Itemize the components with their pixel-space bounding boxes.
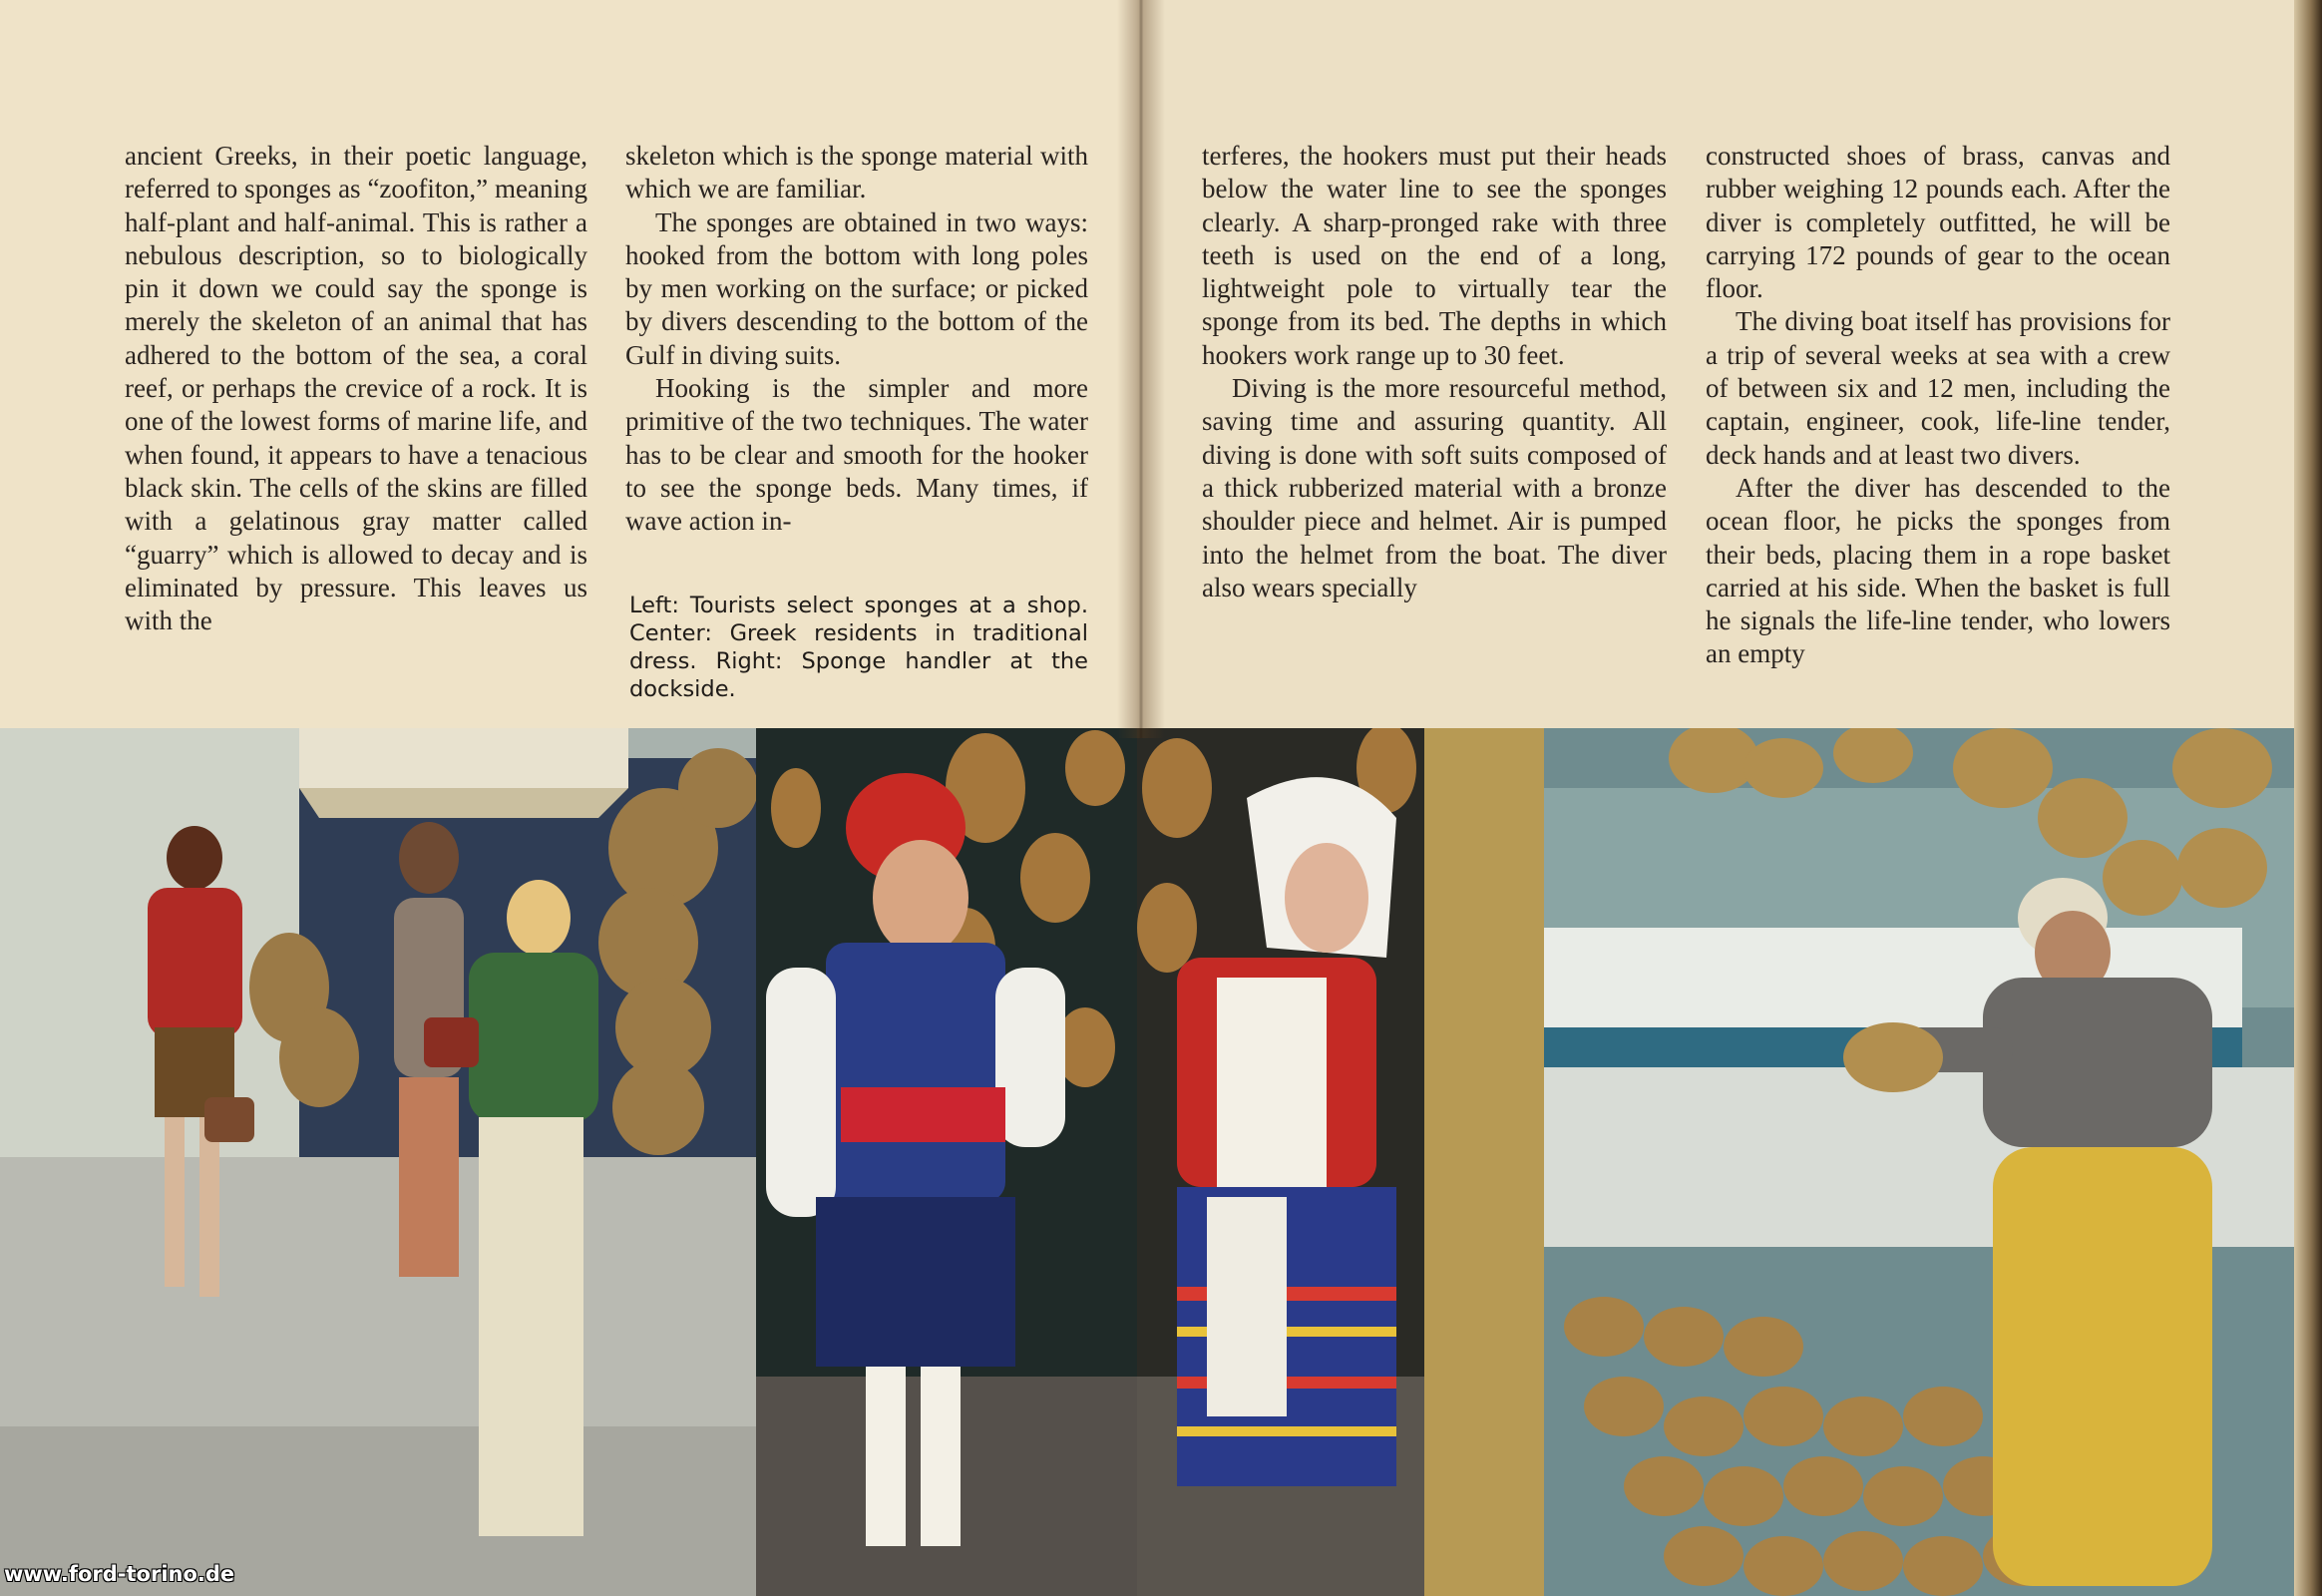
left-page-column-2 xyxy=(625,140,1088,539)
paragraph: terferes, the hookers must put their heads below the water line to see the sponges clearly. A sharp-pronged rake with three teeth is used on the end of a long, lightweight pole to virtually tear the sponge from its bed. The depths in which hookers work range up to 30 feet. xyxy=(1202,141,1667,370)
right-page-column-2 xyxy=(1706,140,2170,671)
photo-greek-man-traditional-dress xyxy=(756,728,1137,1596)
paragraph: The sponges are obtained in two ways: hooked from the bottom with long poles by men working on the surface; or picked by divers descending to the bottom of the Gulf in diving suits. xyxy=(625,206,1088,370)
paragraph: After the diver has descended to the ocean floor, he picks the sponges from their beds, placing them in a rope basket carried at his side. When the basket is full he signals the life-line tender, who lowers an empty xyxy=(1706,472,2170,669)
book-edge xyxy=(2294,0,2322,1596)
paragraph: Hooking is the simpler and more primitive of the two techniques. The water has to be clear and smooth for the hooker to see the sponge beds. Many times, if wave action in- xyxy=(625,373,1088,537)
paragraph: ancient Greeks, in their poetic language, referred to sponges as “zoofiton,” meaning half-plant and half-animal. This is rather a nebulous description, so to biologically pin it down we could say the sponge is merely the skeleton of an animal that has adhered to the bottom of the sea, a coral reef, or perhaps the crevice of a rock. It is one of the lowest forms of marine life, and when found, it appears to have a tenacious black skin. The cells of the skins are filled with a gelatinous gray matter called “guarry” which is allowed to decay and is eliminated by pressure. This leaves us with the xyxy=(125,141,587,636)
spread-gutter xyxy=(1117,0,1165,738)
photo-greek-woman-traditional-dress xyxy=(1137,728,1424,1596)
paragraph: Diving is the more resourceful method, saving time and assuring quantity. All diving is done with soft suits composed of a thick rubberized material with a bronze shoulder piece and helmet. Air is pumped into the helmet from the boat. The diver also wears specially xyxy=(1202,373,1667,602)
paragraph: skeleton which is the sponge material with which we are familiar. xyxy=(625,141,1088,204)
photo-tourists-sponge-shop xyxy=(0,728,756,1596)
paragraph: constructed shoes of brass, canvas and rubber weighing 12 pounds each. After the diver is completely outfitted, he will be carrying 172 pounds of gear to the ocean floor. xyxy=(1706,141,2170,304)
right-page xyxy=(1137,0,2322,1596)
left-page-column-1 xyxy=(125,140,587,637)
left-page xyxy=(0,0,1137,1596)
photo-sponge-handler-dockside xyxy=(1424,728,2294,1596)
paragraph: The diving boat itself has provisions for a trip of several weeks at sea with a crew of between six and 12 men, including the captain, engineer, cook, life-line tender, deck hands and at least two divers. xyxy=(1706,306,2170,470)
photo-caption: Left: Tourists select sponges at a shop. Center: Greek residents in traditional dress. Right: Sponge handler at the dockside. xyxy=(629,593,1088,702)
watermark: www.ford-torino.de xyxy=(4,1562,235,1586)
right-page-column-1 xyxy=(1202,140,1667,604)
